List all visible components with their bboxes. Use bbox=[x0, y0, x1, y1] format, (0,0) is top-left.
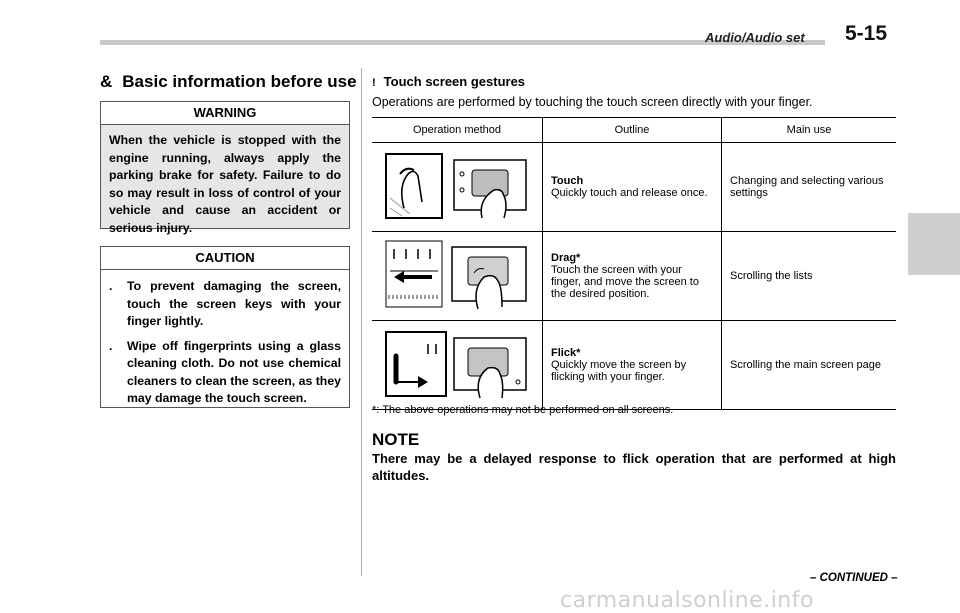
subsection-marker: ! bbox=[372, 77, 376, 89]
note-heading: NOTE bbox=[372, 430, 420, 449]
touch-gesture-illustration bbox=[372, 143, 543, 232]
intro-text: Operations are performed by touching the touch screen directly with your finger. bbox=[372, 95, 813, 109]
header-outline: Outline bbox=[543, 118, 722, 143]
gesture-name-flick: Flick* bbox=[551, 347, 581, 359]
column-divider bbox=[361, 68, 362, 576]
caution-item: . Wipe off fingerprints using a glass cleaning cloth. Do not use chemical cleaners to clean the screen, as they may damage the touch screen. bbox=[109, 338, 341, 405]
caution-label: CAUTION bbox=[195, 250, 255, 265]
drag-gesture-illustration bbox=[372, 232, 543, 321]
touch-main-use: Changing and selecting various settings bbox=[722, 143, 897, 232]
gesture-table bbox=[372, 117, 896, 410]
warning-box bbox=[100, 124, 350, 235]
gesture-name-touch: Touch bbox=[551, 175, 584, 187]
flick-outline bbox=[543, 321, 722, 410]
section-heading bbox=[100, 72, 357, 92]
subsection-heading-text: Touch screen gestures bbox=[383, 74, 526, 89]
table-header-row bbox=[372, 118, 896, 143]
flick-gesture-icon bbox=[382, 326, 532, 402]
gesture-outline-text: Quickly touch and release once. bbox=[551, 187, 708, 199]
caution-item: . To prevent damaging the screen, touch the screen keys with your finger lightly. bbox=[109, 279, 341, 328]
caution-box bbox=[100, 269, 350, 408]
continued-label: – CONTINUED – bbox=[810, 572, 898, 584]
header-operation-method: Operation method bbox=[372, 118, 543, 143]
note-text: There may be a delayed response to flick operation that are performed at high altitudes. bbox=[372, 451, 896, 483]
flick-gesture-illustration bbox=[372, 321, 543, 410]
caution-list bbox=[101, 270, 349, 423]
gesture-outline-text: Touch the screen with your finger, and move the screen to the desired position. bbox=[551, 264, 699, 300]
flick-main-use: Scrolling the main screen page bbox=[722, 321, 897, 410]
warning-label: WARNING bbox=[193, 105, 257, 120]
chapter-tab bbox=[908, 213, 960, 275]
table-row bbox=[372, 143, 896, 232]
section-title: Audio/Audio set bbox=[705, 30, 805, 45]
header-main-use: Main use bbox=[722, 118, 897, 143]
page-number: 5-15 bbox=[845, 22, 888, 45]
warning-text: When the vehicle is stopped with the engine running, always apply the parking brake for safety. Failure to do so may result in loss of control of your vehicle and cause an accident or serious injury. bbox=[109, 133, 341, 235]
table-footnote: *: The above operations may not be performed on all screens. bbox=[372, 404, 674, 416]
table-row bbox=[372, 321, 896, 410]
section-heading-text: Basic information before use bbox=[122, 72, 357, 91]
drag-main-use: Scrolling the lists bbox=[722, 232, 897, 321]
touch-gesture-icon bbox=[382, 148, 532, 224]
subsection-heading bbox=[372, 74, 525, 89]
drag-gesture-icon bbox=[382, 237, 532, 313]
site-watermark: carmanualsonline.info bbox=[560, 588, 814, 613]
caution-header bbox=[100, 246, 350, 270]
drag-outline bbox=[543, 232, 722, 321]
warning-header bbox=[100, 101, 350, 125]
table-row bbox=[372, 232, 896, 321]
gesture-name-drag: Drag* bbox=[551, 252, 581, 264]
touch-outline bbox=[543, 143, 722, 232]
gesture-outline-text: Quickly move the screen by flicking with your finger. bbox=[551, 359, 687, 383]
section-marker: & bbox=[100, 72, 113, 91]
